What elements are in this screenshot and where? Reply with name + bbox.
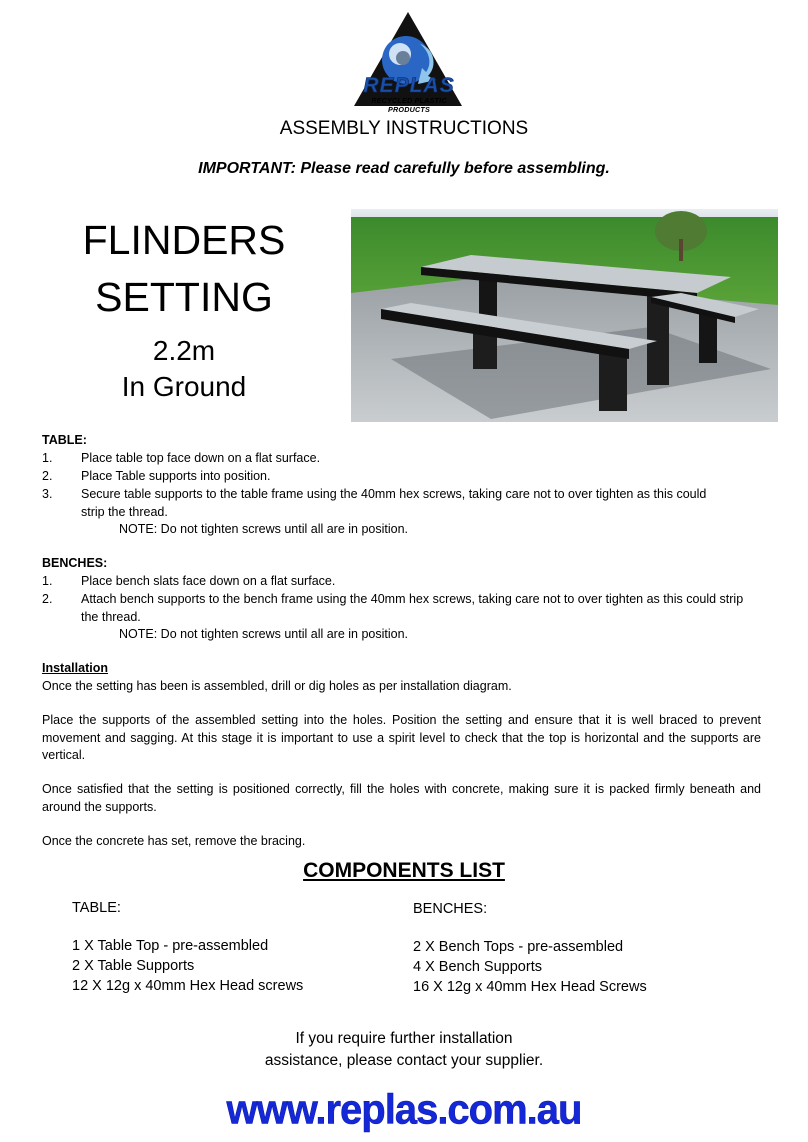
installation-heading: Installation [42, 661, 108, 675]
table-step-2 [42, 468, 782, 486]
component-item: 12 X 12g x 40mm Hex Head screws [72, 978, 304, 994]
bench-note: NOTE: Do not tighten screws until all are in position. [119, 627, 409, 641]
components-benches-column [413, 899, 647, 997]
product-name-line2: SETTING [95, 274, 273, 320]
components-table-heading: TABLE: [72, 900, 121, 916]
website-link[interactable]: www.replas.com.au [226, 1086, 582, 1134]
table-step-1 [42, 450, 782, 468]
step-text: Place bench slats face down on a flat surface. [81, 574, 336, 588]
product-size: 2.2m [152, 335, 216, 366]
assembly-heading: ASSEMBLY INSTRUCTIONS [279, 118, 529, 139]
step-text: Secure table supports to the table frame using the 40mm hex screws, taking care not to over tighten as this could [81, 487, 707, 501]
support-text [0, 1028, 808, 1072]
bench-step-2 [42, 591, 782, 626]
logo-text [350, 76, 468, 114]
logo-globe-core [396, 51, 410, 65]
components-table-column [72, 898, 303, 996]
support-line-1: If you require further installation [295, 1030, 513, 1047]
installation-paragraph-4: Once the concrete has set, remove the bracing. [42, 834, 306, 848]
components-benches-heading: BENCHES: [413, 901, 488, 917]
component-item: 2 X Table Supports [72, 958, 195, 974]
step-number: 1. [42, 451, 53, 465]
logo-brand: REPLAS [363, 74, 455, 97]
bench-step-1 [42, 573, 782, 591]
product-name-line1: FLINDERS [82, 217, 286, 263]
photo-back-bench-leg [699, 313, 717, 363]
step-number: 2. [42, 592, 53, 606]
table-section-heading: TABLE: [42, 433, 87, 447]
step-text: Place table top face down on a flat surface. [81, 451, 321, 465]
product-title [76, 212, 292, 326]
important-note: IMPORTANT: Please read carefully before assembling. [198, 160, 610, 177]
step-text: Place Table supports into position. [81, 469, 271, 483]
step-text-continued: strip the thread. [81, 504, 168, 519]
components-heading: COMPONENTS LIST [303, 859, 505, 882]
table-note: NOTE: Do not tighten screws until all are in position. [119, 522, 409, 536]
installation-paragraph-2: Place the supports of the assembled setting into the holes. Position the setting and ensure that it is well braced to prevent movement and sagging. At this stage it is important to use a spirit level to check that the top is horizontal and the supports are vertical. [42, 713, 761, 763]
component-item: 1 X Table Top - pre-assembled [72, 938, 269, 954]
table-step-3 [42, 486, 782, 521]
step-text: Attach bench supports to the bench frame using the 40mm hex screws, taking care not to over tighten as this could strip [81, 592, 744, 606]
photo-front-bench-leg-right [599, 349, 627, 411]
photo-shrub-trunk [679, 239, 683, 261]
step-text-continued: the thread. [81, 609, 141, 624]
step-number: 1. [42, 574, 53, 588]
installation-paragraph-1: Once the setting has been is assembled, drill or dig holes as per installation diagram. [42, 679, 512, 693]
photo-table-leg-front [647, 293, 669, 385]
logo-tagline: RECYCLED PLASTIC PRODUCTS [371, 96, 447, 114]
step-number: 3. [42, 487, 53, 501]
product-photo [351, 209, 778, 422]
installation-paragraph-3: Once satisfied that the setting is positioned correctly, fill the holes with concrete, making sure it is packed firmly beneath and around the supports. [42, 782, 761, 814]
product-mount-type: In Ground [121, 371, 247, 402]
bench-section-heading: BENCHES: [42, 556, 108, 570]
support-line-2: assistance, please contact your supplier. [264, 1052, 544, 1069]
component-item: 4 X Bench Supports [413, 959, 542, 975]
component-item: 2 X Bench Tops - pre-assembled [413, 939, 624, 955]
component-item: 16 X 12g x 40mm Hex Head Screws [413, 979, 647, 995]
step-number: 2. [42, 469, 53, 483]
